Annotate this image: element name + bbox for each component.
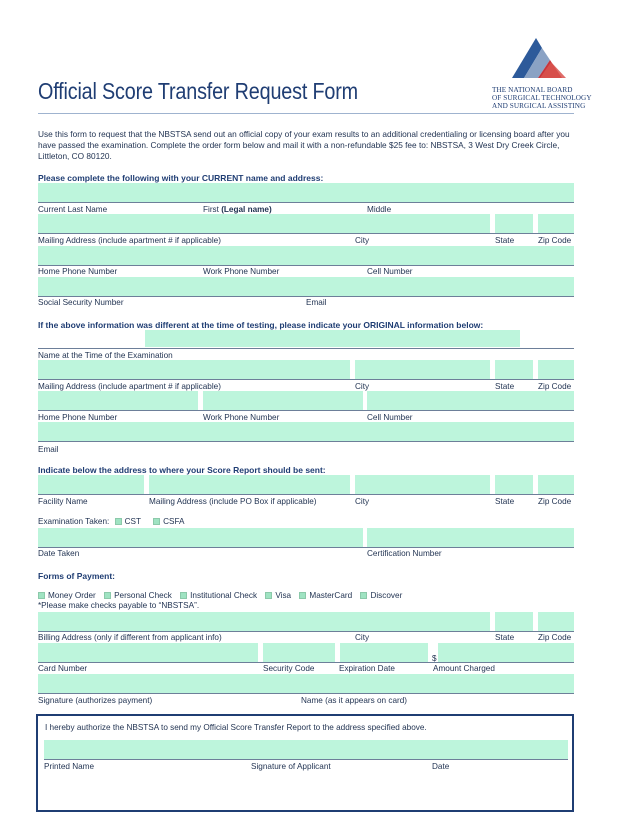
- current-phone-field[interactable]: [38, 246, 574, 265]
- report-mailing-label: Mailing Address (include PO Box if applicable): [149, 497, 317, 506]
- checkbox-icon: [299, 592, 306, 599]
- report-state-label: State: [495, 497, 515, 506]
- current-state-label: State: [495, 236, 515, 245]
- payment-signature-label: Signature (authorizes payment): [38, 696, 153, 705]
- payment-signature-field[interactable]: [38, 674, 574, 693]
- check-payable-note: *Please make checks payable to “NBSTSA”.: [38, 601, 200, 610]
- report-zip-field[interactable]: [538, 475, 574, 494]
- underline: [38, 494, 574, 495]
- facility-field[interactable]: [38, 475, 144, 494]
- facility-label: Facility Name: [38, 497, 88, 506]
- payment-options: [38, 591, 408, 600]
- current-email-label: Email: [306, 298, 327, 307]
- authorization-text: I hereby authorize the NBSTSA to send my Official Score Transfer Report to the address specified above.: [45, 723, 427, 732]
- original-cell-label: Cell Number: [367, 413, 413, 422]
- card-number-field[interactable]: [38, 643, 258, 662]
- payment-option-discover[interactable]: Discover: [360, 591, 402, 600]
- name-at-exam-field[interactable]: [145, 330, 520, 347]
- report-state-field[interactable]: [495, 475, 533, 494]
- printed-name-label: Printed Name: [44, 762, 95, 771]
- billing-zip-label: Zip Code: [538, 633, 572, 642]
- csfa-checkbox[interactable]: [153, 518, 160, 525]
- cst-checkbox[interactable]: [115, 518, 122, 525]
- payment-heading: Forms of Payment:: [38, 571, 115, 581]
- original-work-phone-field[interactable]: [203, 391, 363, 410]
- ssn-label: Social Security Number: [38, 298, 124, 307]
- current-cell-label: Cell Number: [367, 267, 413, 276]
- original-mailing-field[interactable]: [38, 360, 350, 379]
- original-cell-field[interactable]: [367, 391, 574, 410]
- amount-label: Amount Charged: [433, 664, 495, 673]
- current-work-phone-label: Work Phone Number: [203, 267, 280, 276]
- underline: [38, 202, 574, 203]
- current-last-name-label: Current Last Name: [38, 205, 108, 214]
- amount-field[interactable]: [438, 643, 574, 662]
- underline: [38, 296, 574, 297]
- checkbox-icon: [265, 592, 272, 599]
- underline: [44, 759, 568, 760]
- expiration-label: Expiration Date: [339, 664, 395, 673]
- report-city-label: City: [355, 497, 370, 506]
- underline: [38, 379, 574, 380]
- underline: [38, 348, 574, 349]
- original-email-field[interactable]: [38, 422, 574, 441]
- checkbox-icon: [104, 592, 111, 599]
- first-name-label: First (Legal name): [203, 205, 272, 214]
- current-state-field[interactable]: [495, 214, 533, 233]
- original-heading: If the above information was different at the time of testing, please indicate your ORIGINAL information below:: [38, 320, 484, 330]
- exam-taken-row: Examination Taken: CST CSFA: [38, 517, 185, 526]
- underline: [38, 662, 574, 663]
- original-home-phone-label: Home Phone Number: [38, 413, 118, 422]
- underline: [38, 547, 574, 548]
- cert-number-label: Certification Number: [367, 549, 442, 558]
- billing-address-label: Billing Address (only if different from applicant info): [38, 633, 222, 642]
- original-state-label: State: [495, 382, 515, 391]
- current-ssn-email-field[interactable]: [38, 277, 574, 296]
- billing-state-field[interactable]: [495, 612, 533, 631]
- report-heading: Indicate below the address to where your Score Report should be sent:: [38, 465, 326, 475]
- name-at-exam-label: Name at the Time of the Examination: [38, 351, 173, 360]
- underline: [38, 441, 574, 442]
- date-label: Date: [432, 762, 450, 771]
- underline: [38, 631, 574, 632]
- original-city-field[interactable]: [355, 360, 490, 379]
- original-zip-field[interactable]: [538, 360, 574, 379]
- payment-option-money-order[interactable]: Money Order: [38, 591, 96, 600]
- payment-option-mastercard[interactable]: MasterCard: [299, 591, 352, 600]
- underline: [38, 233, 574, 234]
- current-home-phone-label: Home Phone Number: [38, 267, 118, 276]
- card-number-label: Card Number: [38, 664, 88, 673]
- date-taken-field[interactable]: [38, 528, 363, 547]
- original-zip-label: Zip Code: [538, 382, 572, 391]
- current-zip-label: Zip Code: [538, 236, 572, 245]
- org-name: THE NATIONAL BOARD OF SURGICAL TECHNOLOGY AND SURGICAL ASSISTING: [492, 86, 592, 110]
- intro-text: Use this form to request that the NBSTSA send out an official copy of your exam results to an additional credentialing or licensing board after you have passed the examination. Complete the order form below and mail it with a non-refundable $25 fee to: NBSTSA, 3 West Dry Creek Circle, Littleton, CO 80120.: [38, 129, 570, 162]
- current-zip-field[interactable]: [538, 214, 574, 233]
- billing-address-field[interactable]: [38, 612, 490, 631]
- billing-zip-field[interactable]: [538, 612, 574, 631]
- date-taken-label: Date Taken: [38, 549, 80, 558]
- payment-option-institutional-check[interactable]: Institutional Check: [180, 591, 257, 600]
- report-zip-label: Zip Code: [538, 497, 572, 506]
- page-title: Official Score Transfer Request Form: [38, 78, 358, 104]
- header-divider: [38, 113, 574, 114]
- current-city-label: City: [355, 236, 370, 245]
- report-city-field[interactable]: [355, 475, 490, 494]
- original-home-phone-field[interactable]: [38, 391, 198, 410]
- payment-option-visa[interactable]: Visa: [265, 591, 291, 600]
- billing-city-label: City: [355, 633, 370, 642]
- payment-option-personal-check[interactable]: Personal Check: [104, 591, 172, 600]
- security-code-field[interactable]: [263, 643, 335, 662]
- underline: [38, 265, 574, 266]
- applicant-signature-label: Signature of Applicant: [251, 762, 331, 771]
- original-work-phone-label: Work Phone Number: [203, 413, 280, 422]
- cert-number-field[interactable]: [367, 528, 574, 547]
- report-mailing-field[interactable]: [149, 475, 350, 494]
- underline: [38, 410, 574, 411]
- current-name-field[interactable]: [38, 183, 574, 202]
- checkbox-icon: [38, 592, 45, 599]
- current-mailing-label: Mailing Address (include apartment # if applicable): [38, 236, 221, 245]
- middle-name-label: Middle: [367, 205, 392, 214]
- nbstsa-logo: [510, 38, 568, 80]
- name-on-card-label: Name (as it appears on card): [301, 696, 408, 705]
- original-city-label: City: [355, 382, 370, 391]
- checkbox-icon: [360, 592, 367, 599]
- original-email-label: Email: [38, 445, 59, 454]
- current-mailing-field[interactable]: [38, 214, 490, 233]
- billing-state-label: State: [495, 633, 515, 642]
- original-mailing-label: Mailing Address (include apartment # if applicable): [38, 382, 221, 391]
- original-state-field[interactable]: [495, 360, 533, 379]
- current-heading: Please complete the following with your CURRENT name and address:: [38, 173, 324, 183]
- checkbox-icon: [180, 592, 187, 599]
- expiration-field[interactable]: [340, 643, 428, 662]
- underline: [38, 693, 574, 694]
- dollar-sign: $: [432, 654, 437, 663]
- authorization-signature-field[interactable]: [44, 740, 568, 759]
- security-code-label: Security Code: [263, 664, 315, 673]
